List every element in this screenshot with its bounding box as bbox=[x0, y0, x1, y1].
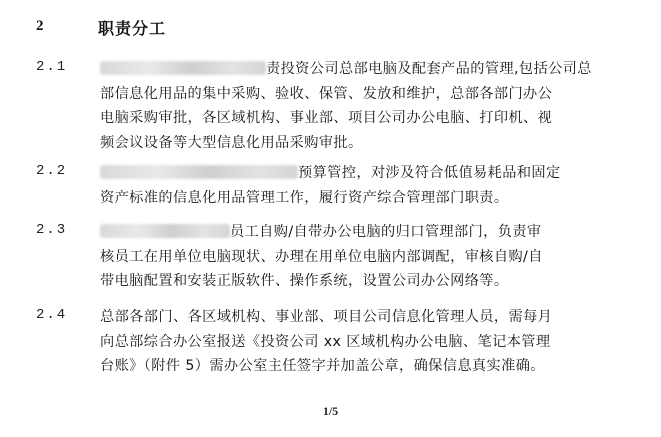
clause-text bbox=[100, 57, 612, 155]
clause-line bbox=[100, 161, 612, 186]
redacted-text bbox=[100, 224, 230, 238]
clause-line: 向总部综合办公室报送《投资公司 xx 区域机构办公电脑、笔记本管理 bbox=[100, 333, 551, 350]
clause-text bbox=[100, 220, 612, 294]
redacted-text bbox=[100, 61, 266, 75]
clause-line: 资产标准的信息化用品管理工作，履行资产综合管理部门职责。 bbox=[100, 189, 509, 206]
clause-line: 部信息化用品的集中采购、验收、保管、发放和维护，总部各部门办公 bbox=[100, 85, 553, 102]
clause-line bbox=[100, 57, 612, 82]
clause-line: 频会议设备等大型信息化用品采购审批。 bbox=[100, 134, 363, 151]
clause-line: 台账》（附件 5）需办公室主任签字并加盖公章，确保信息真实准确。 bbox=[100, 358, 545, 374]
clause-line bbox=[100, 220, 612, 245]
clause-text bbox=[100, 305, 612, 379]
clause-line-text: 责投资公司总部电脑及配套产品的管理,包括公司总 bbox=[266, 61, 592, 77]
redacted-text bbox=[100, 165, 298, 179]
page-indicator: 1/5 bbox=[322, 404, 339, 418]
clause-text bbox=[100, 161, 612, 210]
clause-line-text: 预算管控，对涉及符合低值易耗品和固定 bbox=[298, 165, 561, 181]
section-title: 职责分工 bbox=[98, 19, 167, 38]
clause-number: 2.2 bbox=[36, 163, 68, 179]
clause-line: 带电脑配置和安装正版软件、操作系统，设置公司办公网络等。 bbox=[100, 273, 509, 289]
clause-line: 电脑采购审批，各区域机构、事业部、项目公司办公电脑、打印机、视 bbox=[100, 110, 553, 126]
clause-line-text: 员工自购/自带办公电脑的归口管理部门，负责审 bbox=[230, 224, 542, 240]
clause-line: 总部各部门、各区域机构、事业部、项目公司信息化管理人员，需每月 bbox=[100, 309, 553, 325]
clause-number: 2.4 bbox=[36, 307, 68, 323]
section-number: 2 bbox=[36, 18, 44, 34]
clause-line: 核员工在用单位电脑现状、办理在用单位电脑内部调配，审核自购/自 bbox=[100, 248, 543, 265]
clause-number: 2.1 bbox=[36, 59, 68, 75]
clause-number: 2.3 bbox=[36, 222, 68, 238]
